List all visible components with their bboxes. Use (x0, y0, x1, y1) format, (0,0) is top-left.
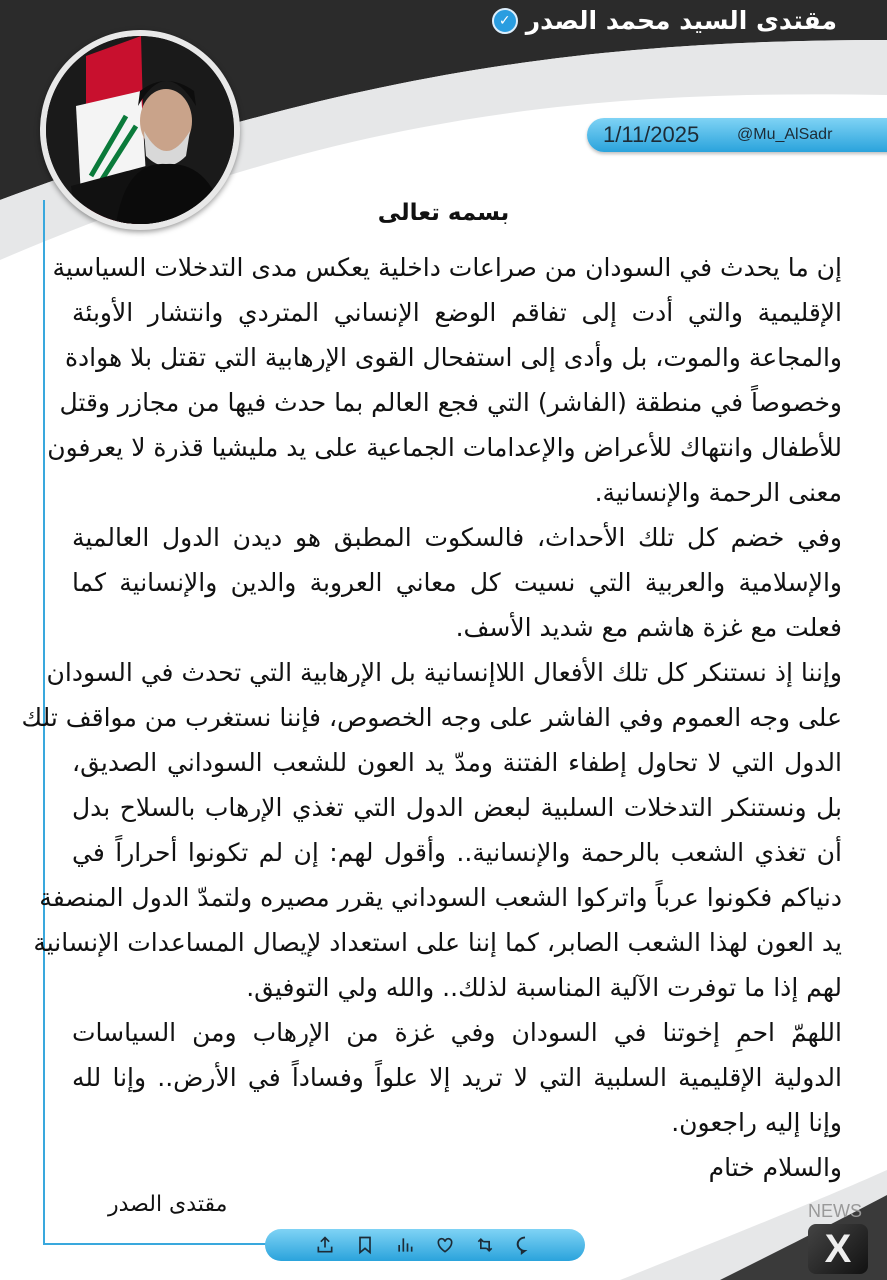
post-line: والإسلامية والعربية التي نسيت كل معاني العروبة والدين والإنسانية كما (72, 568, 842, 597)
post-line: معنى الرحمة والإنسانية. (594, 478, 842, 507)
post-heading: بسمه تعالى (377, 200, 510, 226)
reply-icon[interactable] (515, 1235, 535, 1255)
thread-line-bottom (43, 1243, 273, 1245)
post-line: وخصوصاً في منطقة (الفاشر) التي فجع العالم بما حدث فيها من مجازر وقتل (59, 388, 842, 417)
news-logo-text: NEWS (808, 1201, 862, 1221)
post-body (21, 245, 842, 1190)
share-icon[interactable] (315, 1235, 335, 1255)
x-logo-mark: X (824, 1227, 852, 1271)
post-line: الدولية الإقليمية السلبية التي لا تريد إلا علواً وفساداً في الأرض.. وإنا لله (72, 1063, 842, 1092)
action-bar (265, 1229, 585, 1261)
post-line: اللهمّ احمِ إخوتنا في السودان وفي غزة من الإرهاب ومن السياسات (72, 1018, 842, 1047)
post-line: والسلام ختام (708, 1153, 842, 1182)
post-line: أن تغذي الشعب بالرحمة والإنسانية.. وأقول لهم: إن لم تكونوا أحراراً في (72, 838, 842, 867)
views-icon[interactable] (395, 1235, 415, 1255)
verified-badge-icon: ✓ (492, 8, 518, 34)
bookmark-icon[interactable] (355, 1235, 375, 1255)
post-line: للأطفال وانتهاك للأعراض والإعدامات الجماعية على يد مليشيا قذرة لا يعرفون (47, 433, 842, 462)
post-line: بل ونستنكر التدخلات السلبية لبعض الدول التي تغذي الإرهاب بالسلاح بدل (72, 793, 842, 822)
profile-photo (46, 36, 234, 224)
post-line: وإننا إذ نستنكر كل تلك الأفعال اللاإنسانية بل الإرهابية التي تحدث في السودان (46, 658, 842, 687)
post-line: الدول التي لا تحاول إطفاء الفتنة ومدّ يد العون للشعب السوداني الصديق، (72, 748, 842, 777)
post-line: على وجه العموم وفي الفاشر على وجه الخصوص، فإننا نستغرب من مواقف تلك (21, 703, 842, 732)
post-line: يد العون لهذا الشعب الصابر، كما إننا على استعداد لإيصال المساعدات الإنسانية (33, 928, 842, 957)
post-line: إن ما يحدث في السودان من صراعات داخلية يعكس مدى التدخلات السياسية (52, 253, 842, 282)
post-line: وفي خضم كل تلك الأحداث، فالسكوت المطبق هو ديدن الدول العالمية (72, 523, 842, 552)
account-handle[interactable]: @Mu_AlSadr (737, 126, 833, 143)
post-line: والمجاعة والموت، بل وأدى إلى استفحال القوى الإرهابية التي تقتل بلا هوادة (64, 343, 842, 372)
account-name[interactable] (492, 6, 837, 35)
post-line: وإنا إليه راجعون. (671, 1108, 842, 1137)
repost-icon[interactable] (475, 1235, 495, 1255)
like-icon[interactable] (435, 1235, 455, 1255)
account-name-text: مقتدى السيد محمد الصدر (525, 6, 837, 35)
signature: مقتدى الصدر (108, 1192, 228, 1217)
meta-bar (587, 118, 887, 152)
post-line: لهم إذا ما توفرت الآلية المناسبة لذلك.. والله ولي التوفيق. (246, 973, 842, 1002)
post-line: فعلت مع غزة هاشم مع شديد الأسف. (455, 613, 842, 642)
post-line: الإقليمية والتي أدت إلى تفاقم الوضع الإنساني المتردي وانتشار الأوبئة (72, 298, 842, 327)
x-news-logo (808, 1224, 868, 1274)
post-line: دنياكم فكونوا عرباً واتركوا الشعب السوداني يقرر مصيره ولتمدّ الدول المنصفة (39, 883, 842, 912)
post-date: 1/11/2025 (603, 122, 700, 147)
